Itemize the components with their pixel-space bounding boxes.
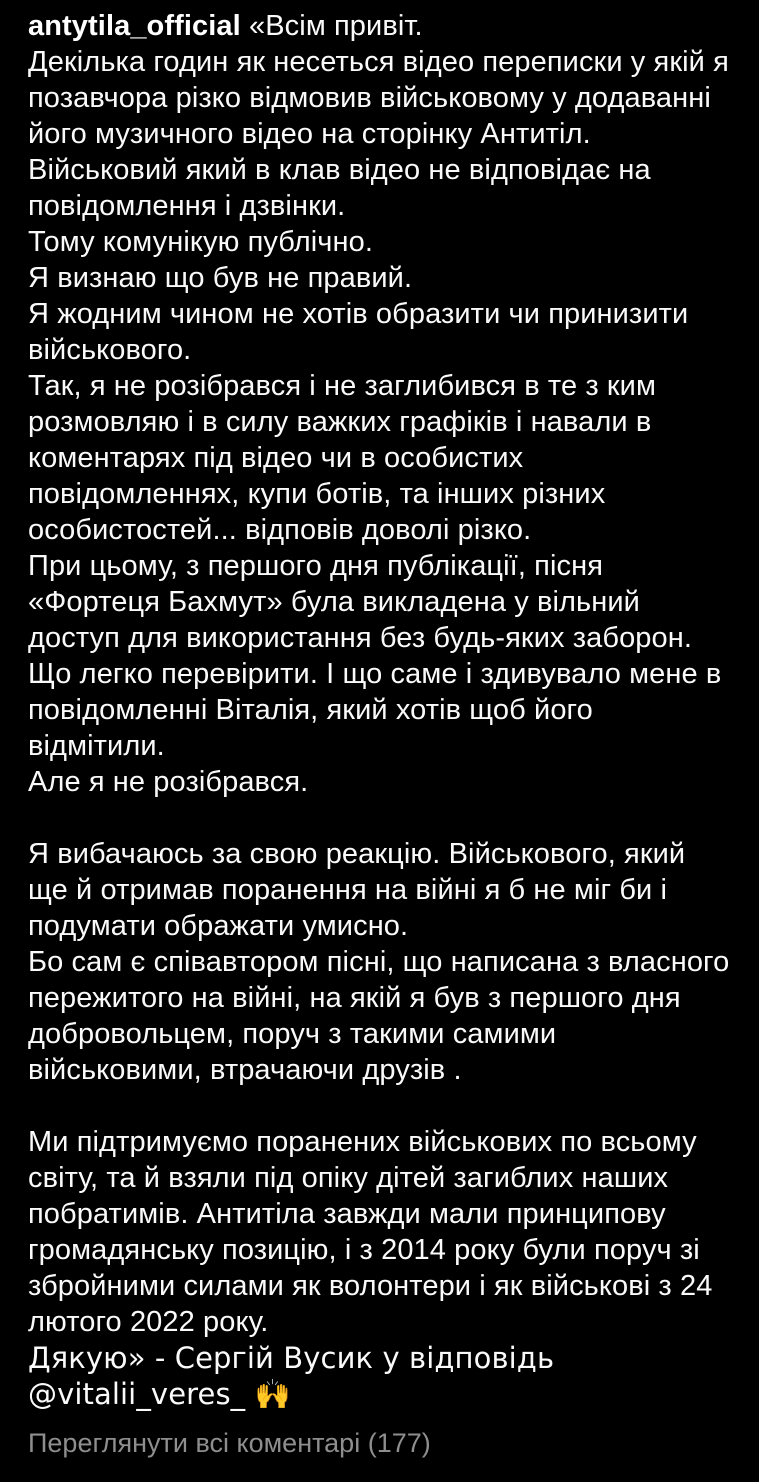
caption-blank-line	[28, 1088, 733, 1124]
view-all-comments-link[interactable]: Переглянути всі коментарі (177)	[28, 1428, 431, 1458]
caption-line: Ми підтримуємо поранених військових по всьому світу, та й взяли під опіку дітей загиблих наших побратимів. Антитіла завжди мали принципову громадянську позицію, і з 2014 року були поруч зі збройними силами як волонтери і як військові з 24 лютого 2022 року.	[28, 1126, 721, 1338]
post-caption	[0, 8, 759, 1412]
caption-line: Я вибачаюсь за свою реакцію. Військового, який ще й отримав поранення на війні я б не міг би і подумати ображати умисно.	[28, 838, 694, 942]
caption-line: Військовий який в клав відео не відповідає на повідомлення і дзвінки.	[28, 154, 659, 222]
caption-blank-line	[28, 800, 733, 836]
caption-line: Я визнаю що був не правий.	[28, 262, 413, 294]
caption-line: Бо сам є співавтором пісні, що написана з власного пережитого на війні, на якій я був з першого дня добровольцем, поруч з такими самими військовими, втрачаючи друзів .	[28, 946, 738, 1086]
caption-line: При цьому, з першого дня публікації, пісня «Фортеця Бахмут» була викладена у вільний доступ для використання без будь-яких заборон. Що легко перевірити. І що саме і здивувало мене в повідомленні Віталія, який хотів щоб його відмітили.	[28, 550, 730, 762]
top-edge-spacer	[0, 0, 759, 8]
caption-line: Так, я не розібрався і не заглибився в те з ким розмовляю і в силу важких графіків і навали в коментарях під відео чи в особистих повідомленнях, купи ботів, та інших різних особистостей... відповів доволі різко.	[28, 370, 665, 546]
caption-line: Тому комунікую публічно.	[28, 226, 373, 258]
caption-line: Декілька годин як несеться відео переписки у якій я позавчора різко відмовив військовому у додаванні його музичного відео на сторінку Антитіл.	[28, 46, 738, 150]
caption-line-signature: Дякую» - Сергій Вусик у відповідь @vitalii_veres_ 🙌	[28, 1341, 564, 1411]
caption-line: Але я не розібрався.	[28, 766, 309, 798]
post-username[interactable]: antytila_official	[28, 10, 241, 42]
caption-text-0: «Всім привіт.	[249, 10, 423, 42]
caption-line: Я жодним чином не хотів образити чи принизити військового.	[28, 298, 697, 366]
caption-line-first	[28, 8, 733, 44]
bottom-spacer	[0, 1460, 759, 1482]
